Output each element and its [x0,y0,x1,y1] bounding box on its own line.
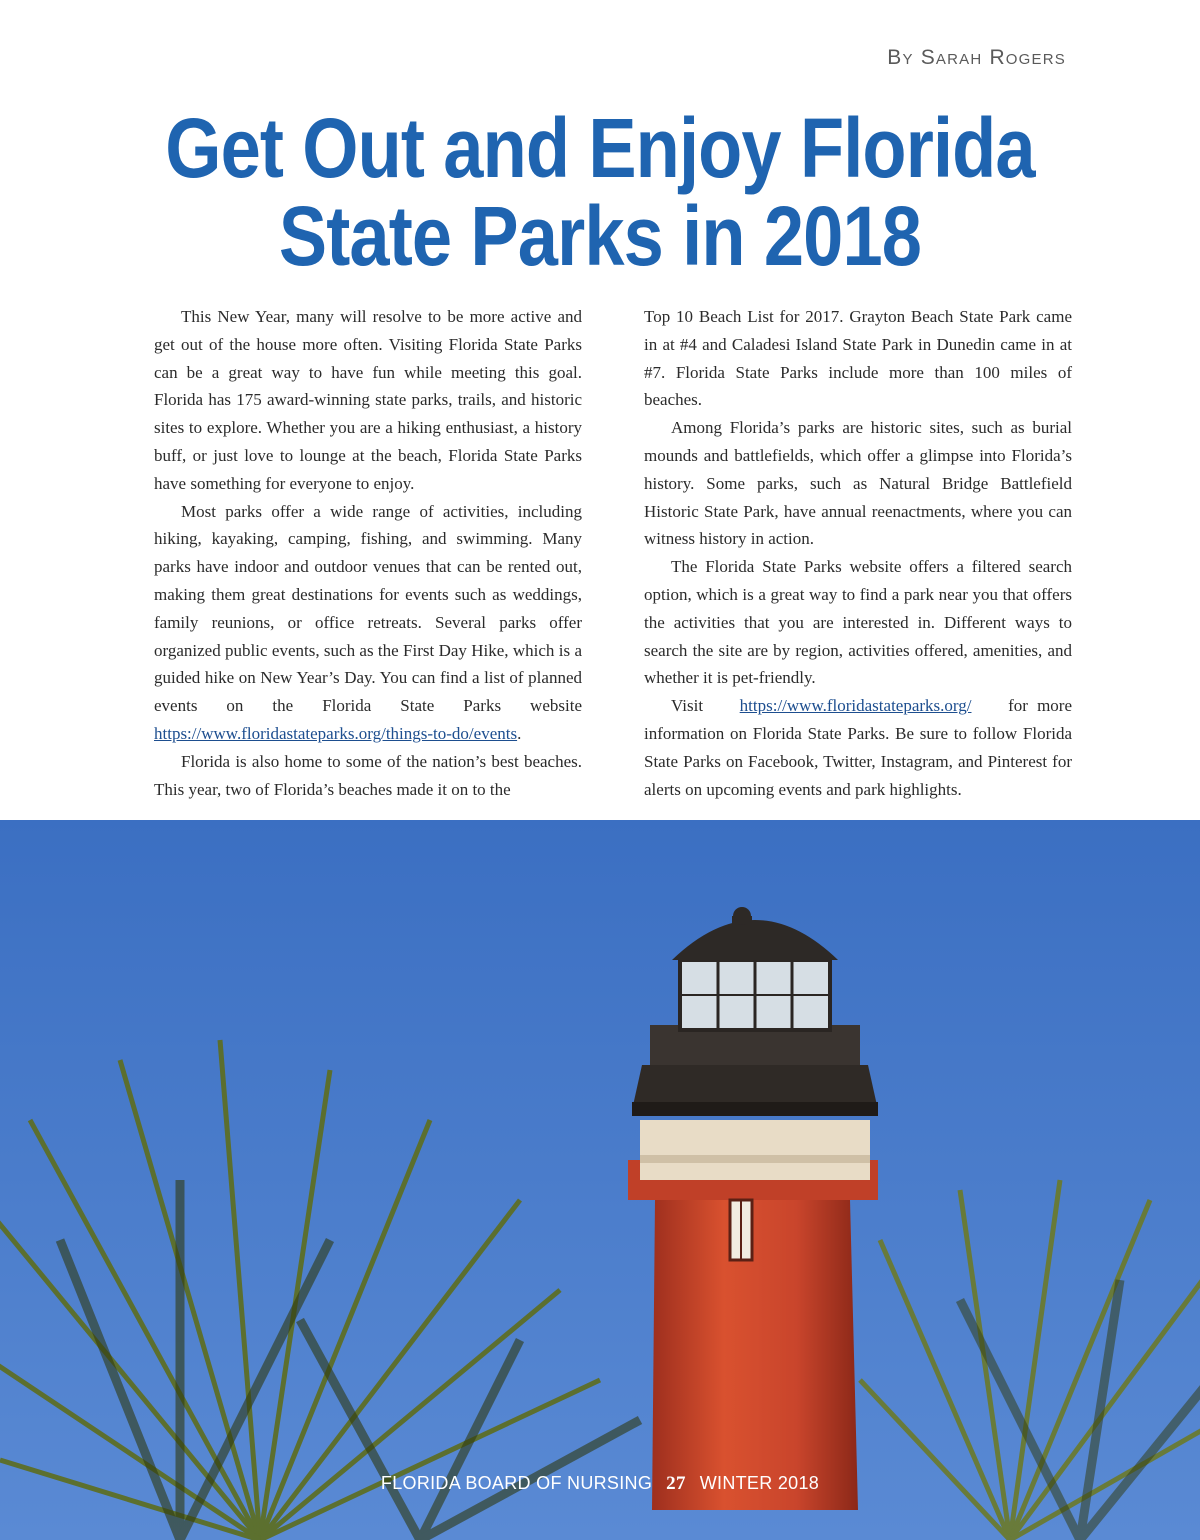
paragraph-search: The Florida State Parks website offers a filtered search option, which is a great way to find a park near you that offers the activities that you are interested in. Different ways to search the site are by region, activities offered, amenities, and whether it is pet-friendly. [644,557,1072,688]
article-column-right [644,303,1072,803]
footer-publication: FLORIDA BOARD OF NURSING [380,1473,653,1493]
paragraph-beaches-continued: Top 10 Beach List for 2017. Grayton Beach State Park came in at #4 and Caladesi Island State Park in Dunedin came in at #7. Florida State Parks include more than 100 miles of beaches. [644,307,1072,410]
paragraph-beaches: Florida is also home to some of the nation’s best beaches. This year, two of Florida’s beaches made it on to the [154,751,582,799]
byline: By Sarah Rogers [887,46,1066,69]
paragraph-activities-text: Most parks offer a wide range of activities, including hiking, kayaking, camping, fishing, and swimming. Many parks have indoor and outdoor venues that can be rented out, making them great destinations for events such as weddings, family reunions, or office retreats. Several parks offer organized public events, such as the First Day Hike, which is a guided hike on New Year’s Day. You can find a list of planned events on the Florida State Parks website [154,501,582,716]
article-title [136,101,1065,283]
paragraph-visit [644,692,1072,803]
lighthouse-photo [0,820,1200,1540]
paragraph-activities [154,498,582,748]
title-line-1: Get Out and Enjoy Florida [165,101,1035,195]
paragraph-visit-start: Visit [671,696,704,716]
page-footer [0,1473,1200,1495]
lighthouse-illustration [0,820,1200,1540]
paragraph-historic-sites: Among Florida’s parks are historic sites, such as burial mounds and battlefields, which offer a glimpse into Florida’s history. Some parks, such as Natural Bridge Battlefield Historic State Park, have annual reenactments, where you can witness history in action. [644,418,1072,549]
footer-page-number: 27 [666,1473,686,1494]
paragraph-activities-end: . [517,723,522,743]
title-line-2: State Parks in 2018 [278,189,922,283]
paragraph-intro: This New Year, many will resolve to be more active and get out of the house more often. Visiting Florida State Parks can be a great way to have fun while meeting this goal. Florida has 175 award-winning state parks, trails, and historic sites to explore. Whether you are a hiking enthusiast, a history buff, or just love to lounge at the beach, Florida State Parks have something for everyone to enjoy. [154,307,582,493]
events-link[interactable]: https://www.floridastateparks.org/things-to-do/events [154,723,518,743]
article-column-left [154,303,582,803]
footer-issue: WINTER 2018 [699,1473,820,1493]
website-link[interactable]: https://www.floridastateparks.org/ [739,696,972,716]
paragraph-visit-text: for more information on Florida State Parks. Be sure to follow Florida State Parks on Facebook, Twitter, Instagram, and Pinterest for alerts on upcoming events and park highlights. [644,696,1072,799]
